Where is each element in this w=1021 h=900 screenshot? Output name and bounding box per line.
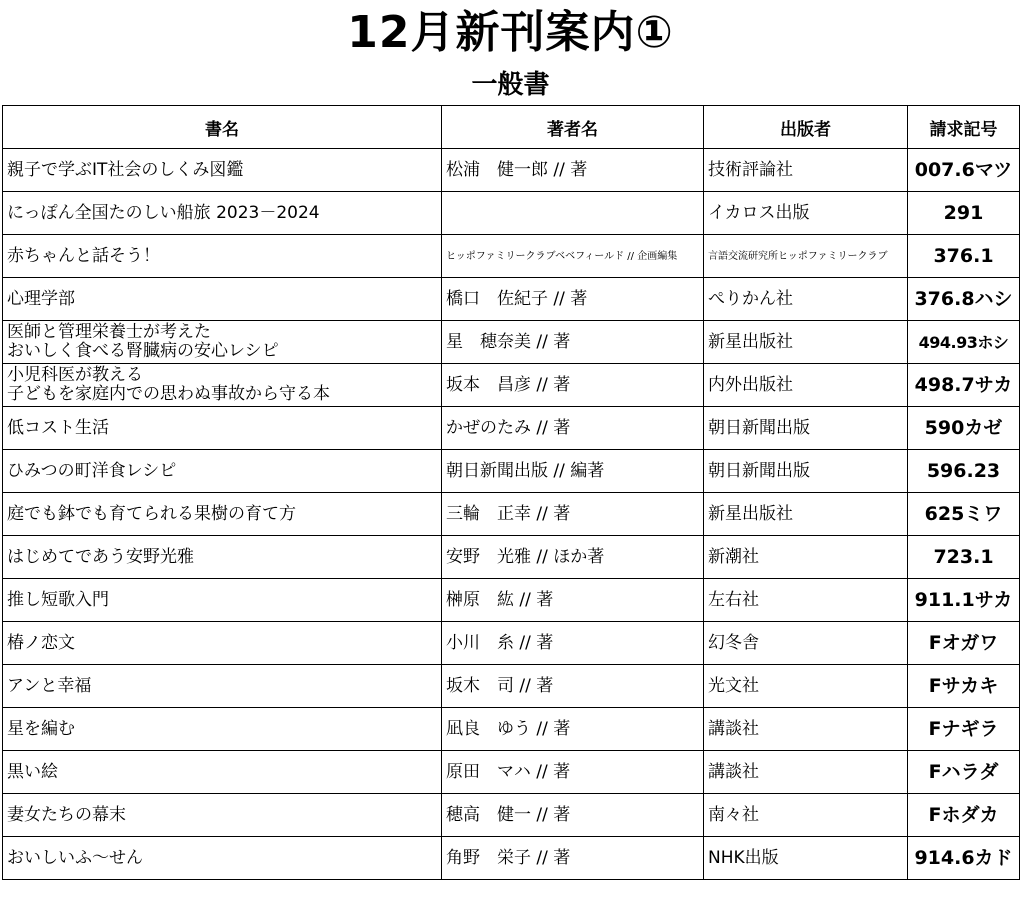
book-title: アンと幸福 <box>3 665 442 708</box>
book-author: 榊原 紘 // 著 <box>442 579 704 622</box>
book-call-number: Fオガワ <box>908 622 1020 665</box>
book-title: 黒い絵 <box>3 751 442 794</box>
book-publisher: 左右社 <box>704 579 908 622</box>
page-title: 12月新刊案内① <box>347 7 674 58</box>
book-publisher: 光文社 <box>704 665 908 708</box>
book-publisher: 新星出版社 <box>704 321 908 364</box>
table-row <box>3 450 1020 493</box>
book-title: 庭でも鉢でも育てられる果樹の育て方 <box>3 493 442 536</box>
book-title-line-1: 小児科医が教える <box>7 365 143 385</box>
book-title: 星を編む <box>3 708 442 751</box>
table-row <box>3 665 1020 708</box>
book-publisher: 新星出版社 <box>704 493 908 536</box>
book-publisher: 南々社 <box>704 794 908 837</box>
book-publisher: 幻冬舎 <box>704 622 908 665</box>
column-header-publisher: 出版者 <box>704 106 908 149</box>
book-call-number: 590カゼ <box>908 407 1020 450</box>
book-author: 橋口 佐紀子 // 著 <box>442 278 704 321</box>
book-call-number: 376.1 <box>908 235 1020 278</box>
column-header-title: 書名 <box>3 106 442 149</box>
book-title: おいしいふ～せん <box>3 837 442 880</box>
book-title: にっぽん全国たのしい船旅 2023－2024 <box>3 192 442 235</box>
book-publisher: 朝日新聞出版 <box>704 450 908 493</box>
book-call-number: Fナギラ <box>908 708 1020 751</box>
book-call-number: Fハラダ <box>908 751 1020 794</box>
table-row <box>3 493 1020 536</box>
book-table <box>2 105 1020 880</box>
book-author: 坂木 司 // 著 <box>442 665 704 708</box>
book-title <box>3 364 442 407</box>
book-title: 妻女たちの幕末 <box>3 794 442 837</box>
table-row <box>3 536 1020 579</box>
book-publisher: ぺりかん社 <box>704 278 908 321</box>
book-call-number: 494.93ホシ <box>908 321 1020 364</box>
table-row <box>3 235 1020 278</box>
book-publisher: 講談社 <box>704 708 908 751</box>
book-title: 推し短歌入門 <box>3 579 442 622</box>
book-author: 角野 栄子 // 著 <box>442 837 704 880</box>
book-publisher: 技術評論社 <box>704 149 908 192</box>
book-title: はじめてであう安野光雅 <box>3 536 442 579</box>
book-call-number: 625ミワ <box>908 493 1020 536</box>
book-call-number: 911.1サカ <box>908 579 1020 622</box>
book-publisher: イカロス出版 <box>704 192 908 235</box>
book-author: 凪良 ゆう // 著 <box>442 708 704 751</box>
book-title: 親子で学ぶIT社会のしくみ図鑑 <box>3 149 442 192</box>
table-row <box>3 149 1020 192</box>
table-row <box>3 794 1020 837</box>
book-author: 穂高 健一 // 著 <box>442 794 704 837</box>
table-row <box>3 192 1020 235</box>
book-author: 星 穂奈美 // 著 <box>442 321 704 364</box>
table-row <box>3 837 1020 880</box>
book-author: 安野 光雅 // ほか著 <box>442 536 704 579</box>
book-author: 三輪 正幸 // 著 <box>442 493 704 536</box>
book-title: 低コスト生活 <box>3 407 442 450</box>
book-call-number: 723.1 <box>908 536 1020 579</box>
book-title-line-1: 医師と管理栄養士が考えた <box>7 322 211 342</box>
book-call-number: Fサカキ <box>908 665 1020 708</box>
book-author: 小川 糸 // 著 <box>442 622 704 665</box>
book-title: 椿ノ恋文 <box>3 622 442 665</box>
book-author <box>442 192 704 235</box>
book-call-number: Fホダカ <box>908 794 1020 837</box>
book-title: 赤ちゃんと話そう！ <box>3 235 442 278</box>
book-title <box>3 321 442 364</box>
book-publisher: 言語交流研究所ヒッポファミリークラブ <box>704 235 908 278</box>
book-call-number: 007.6マツ <box>908 149 1020 192</box>
book-title-line-2: おいしく食べる腎臓病の安心レシピ <box>7 341 279 361</box>
book-title: 心理学部 <box>3 278 442 321</box>
table-row <box>3 708 1020 751</box>
book-author: 坂本 昌彦 // 著 <box>442 364 704 407</box>
book-author: ヒッポファミリークラブベベフィールド // 企画編集 <box>442 235 704 278</box>
book-author: かぜのたみ // 著 <box>442 407 704 450</box>
table-header-row <box>3 106 1020 149</box>
book-title: ひみつの町洋食レシピ <box>3 450 442 493</box>
book-publisher: 朝日新聞出版 <box>704 407 908 450</box>
book-publisher: 内外出版社 <box>704 364 908 407</box>
book-call-number: 291 <box>908 192 1020 235</box>
book-author: 松浦 健一郎 // 著 <box>442 149 704 192</box>
table-row <box>3 321 1020 364</box>
book-publisher: 講談社 <box>704 751 908 794</box>
book-author: 朝日新聞出版 // 編著 <box>442 450 704 493</box>
table-row <box>3 407 1020 450</box>
book-call-number: 596.23 <box>908 450 1020 493</box>
book-call-number: 376.8ハシ <box>908 278 1020 321</box>
table-row <box>3 364 1020 407</box>
column-header-author: 著者名 <box>442 106 704 149</box>
table-row <box>3 278 1020 321</box>
book-title-line-2: 子どもを家庭内での思わぬ事故から守る本 <box>7 384 330 404</box>
book-call-number: 498.7サカ <box>908 364 1020 407</box>
table-row <box>3 751 1020 794</box>
book-publisher: 新潮社 <box>704 536 908 579</box>
table-row <box>3 622 1020 665</box>
table-row <box>3 579 1020 622</box>
page-subtitle: 一般書 <box>471 70 550 100</box>
column-header-call-number: 請求記号 <box>908 106 1020 149</box>
book-call-number: 914.6カド <box>908 837 1020 880</box>
book-author: 原田 マハ // 著 <box>442 751 704 794</box>
book-publisher: NHK出版 <box>704 837 908 880</box>
